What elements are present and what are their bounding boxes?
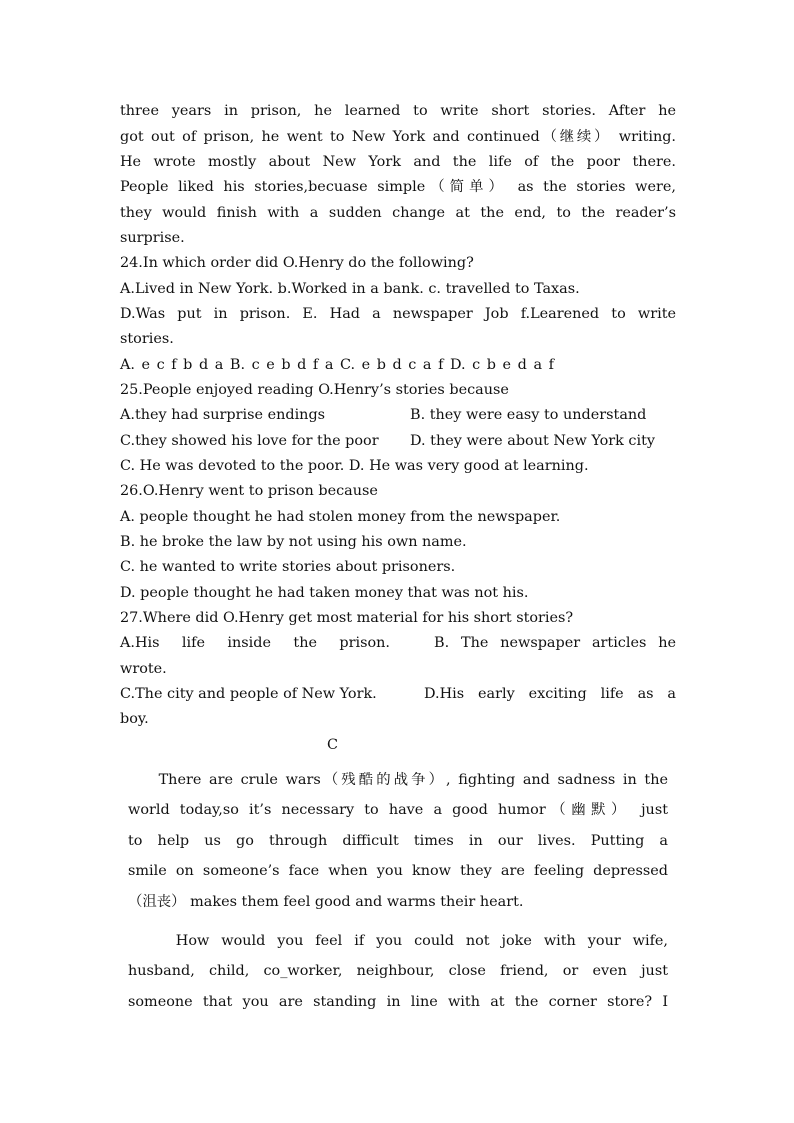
question-26-option-d: D. people thought he had taken money that was not his. xyxy=(120,585,529,601)
question-25-option-b: B. they were easy to understand xyxy=(410,407,647,423)
question-26-option-a: A. people thought he had stolen money from the newspaper. xyxy=(120,509,561,525)
question-27-option-b-cont: wrote. xyxy=(120,661,167,677)
question-25-extra: C. He was devoted to the poor. D. He was very good at learning. xyxy=(120,458,589,474)
passage-b-line: surprise. xyxy=(120,230,185,246)
question-27-option-d-cont: boy. xyxy=(120,711,149,727)
question-25-option-d: D. they were about New York city xyxy=(410,433,655,449)
passage-b-line: He wrote mostly about New York and the life of the poor there. xyxy=(120,154,676,170)
question-27-stem: 27.Where did O.Henry get most material for his short stories? xyxy=(120,610,574,626)
passage-c-line: world today,so it’s necessary to have a good humor（幽默） just xyxy=(128,802,668,818)
passage-b-line: they would finish with a sudden change at the end, to the reader’s xyxy=(120,205,676,221)
question-25-option-a: A.they had surprise endings xyxy=(120,407,326,423)
passage-c-line: How would you feel if you could not joke with your wife, xyxy=(128,933,668,949)
question-27-option-b: B. The newspaper articles he xyxy=(434,635,676,651)
passage-b-line: got out of prison, he went to New York and continued（继续） writing. xyxy=(120,129,676,145)
question-24-items: A.Lived in New York. b.Worked in a bank. c. travelled to Taxas. xyxy=(120,281,580,297)
question-25-stem: 25.People enjoyed reading O.Henry’s stories because xyxy=(120,382,509,398)
question-27-option-a: A.His life inside the prison. xyxy=(120,635,390,651)
question-26-option-b: B. he broke the law by not using his own name. xyxy=(120,534,467,550)
passage-c-line: to help us go through difficult times in our lives. Putting a xyxy=(128,833,668,849)
question-24-stem: 24.In which order did O.Henry do the following? xyxy=(120,255,474,271)
question-27-option-c: C.The city and people of New York. xyxy=(120,686,377,702)
passage-c-line: There are crule wars（残酷的战争）, fighting and sadness in the xyxy=(128,772,668,788)
question-24-items: D.Was put in prison. E. Had a newspaper Job f.Learened to write xyxy=(120,306,676,322)
question-25-option-c: C.they showed his love for the poor xyxy=(120,433,379,449)
passage-b-line: three years in prison, he learned to write short stories. After he xyxy=(120,103,676,119)
question-27-option-d: D.His early exciting life as a xyxy=(424,686,676,702)
section-heading: C xyxy=(327,737,339,753)
passage-c-line: （沮丧） makes them feel good and warms their heart. xyxy=(128,894,524,910)
question-26-stem: 26.O.Henry went to prison because xyxy=(120,483,378,499)
passage-c-line: smile on someone’s face when you know they are feeling depressed xyxy=(128,863,668,879)
question-24-items: stories. xyxy=(120,331,174,347)
passage-c-line: someone that you are standing in line with at the corner store? I xyxy=(128,994,668,1010)
question-26-option-c: C. he wanted to write stories about prisoners. xyxy=(120,559,456,575)
question-24-options: A. e c f b d a B. c e b d f a C. e b d c a f D. c b e d a f xyxy=(120,357,554,373)
passage-c-line: husband, child, co_worker, neighbour, close friend, or even just xyxy=(128,963,668,979)
passage-b-line: People liked his stories,becuase simple（简单） as the stories were, xyxy=(120,179,676,195)
